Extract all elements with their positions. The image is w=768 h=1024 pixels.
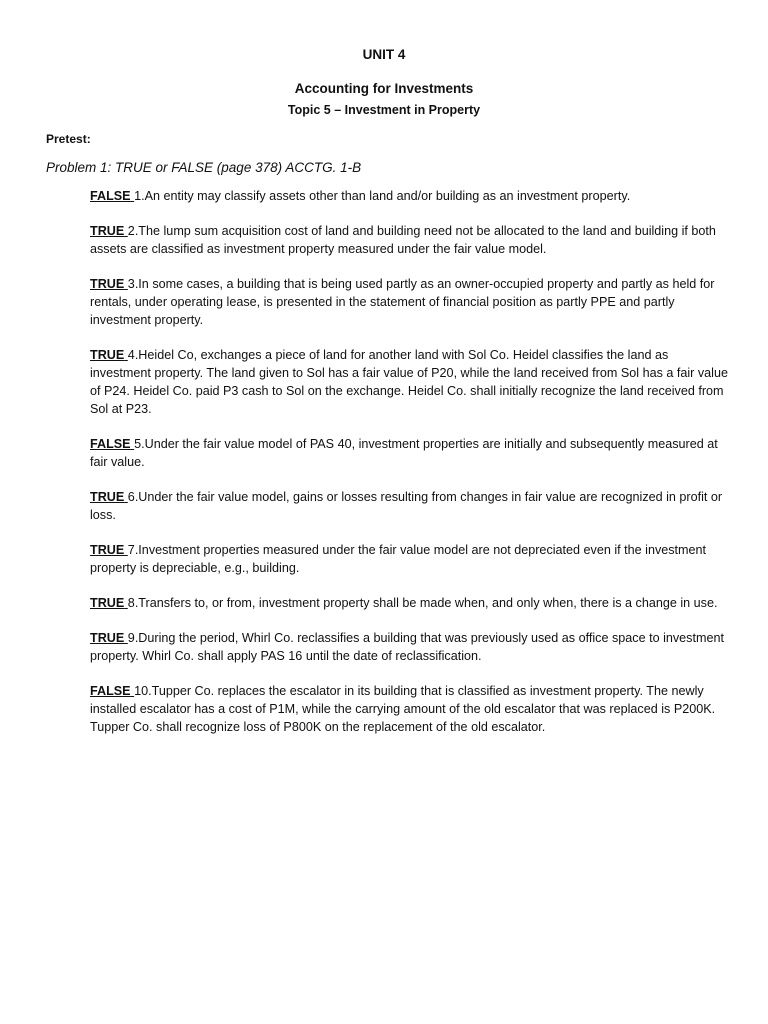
item-number: 4	[127, 348, 135, 362]
item-number: 10	[134, 684, 149, 698]
list-item	[90, 488, 730, 524]
item-text: .During the period, Whirl Co. reclassifies a building that was previously used as office space to investment property. Whirl Co. shall apply PAS 16 until the date of reclassification.	[90, 631, 724, 663]
list-item	[90, 541, 730, 577]
item-number: 8	[127, 596, 135, 610]
item-number: 1	[134, 189, 142, 203]
item-text: .An entity may classify assets other than land and/or building as an investment property.	[141, 189, 631, 203]
list-item	[90, 629, 730, 665]
item-number: 5	[134, 437, 142, 451]
list-item	[90, 682, 730, 736]
item-text: .Transfers to, or from, investment property shall be made when, and only when, there is a change in use.	[134, 596, 718, 610]
item-text: .The lump sum acquisition cost of land and building need not be allocated to the land and building if both assets are classified as investment property measured under the fair value model.	[90, 224, 716, 256]
answer-label: TRUE	[90, 543, 125, 557]
unit-title: UNIT 4	[362, 47, 406, 62]
answer-label: TRUE	[90, 348, 125, 362]
item-text: .Under the fair value model, gains or losses resulting from changes in fair value are recognized in profit or loss.	[90, 490, 723, 522]
item-text: .Tupper Co. replaces the escalator in its building that is classified as investment property. The newly installed escalator has a cost of P1M, while the carrying amount of the old escalator that was replaced is P200K. Tupper Co. shall recognize loss of P800K on the replacement of the old escalator.	[90, 684, 716, 734]
answer-label: TRUE	[90, 631, 125, 645]
answer-label: TRUE	[90, 490, 125, 504]
answer-label: TRUE	[90, 224, 125, 238]
list-item	[90, 346, 730, 418]
item-text: .Heidel Co, exchanges a piece of land for another land with Sol Co. Heidel classifies the land as investment property. The land given to Sol has a fair value of P20, while the land received from Sol has a fair value of P24. Heidel Co. paid P3 cash to Sol on the exchange. Heidel Co. shall initially recognize the land received from Sol at P23.	[90, 348, 728, 416]
item-text: .In some cases, a building that is being used partly as an owner-occupied property and partly as held for rentals, under operating lease, is presented in the statement of financial position as partly PPE and partly investment property.	[90, 277, 715, 327]
item-text: .Under the fair value model of PAS 40, investment properties are initially and subsequently measured at fair value.	[90, 437, 718, 469]
answer-label: FALSE	[90, 189, 131, 203]
item-number: 7	[127, 543, 135, 557]
item-number: 3	[127, 277, 135, 291]
topic-title: Topic 5 – Investment in Property	[287, 103, 481, 117]
list-item	[90, 222, 730, 258]
item-number: 2	[127, 224, 135, 238]
true-false-list	[90, 187, 730, 753]
list-item	[90, 435, 730, 471]
list-item	[90, 594, 730, 612]
pretest-label: Pretest:	[46, 132, 91, 146]
list-item	[90, 275, 730, 329]
answer-label: TRUE	[90, 596, 125, 610]
item-number: 6	[127, 490, 135, 504]
page-title: Accounting for Investments	[294, 81, 474, 96]
problem-heading: Problem 1: TRUE or FALSE (page 378) ACCTG. 1-B	[46, 160, 362, 175]
list-item	[90, 187, 730, 205]
answer-label: FALSE	[90, 684, 131, 698]
answer-label: TRUE	[90, 277, 125, 291]
answer-label: FALSE	[90, 437, 131, 451]
item-text: .Investment properties measured under the fair value model are not depreciated even if the investment property is depreciable, e.g., building.	[90, 543, 707, 575]
item-number: 9	[127, 631, 135, 645]
